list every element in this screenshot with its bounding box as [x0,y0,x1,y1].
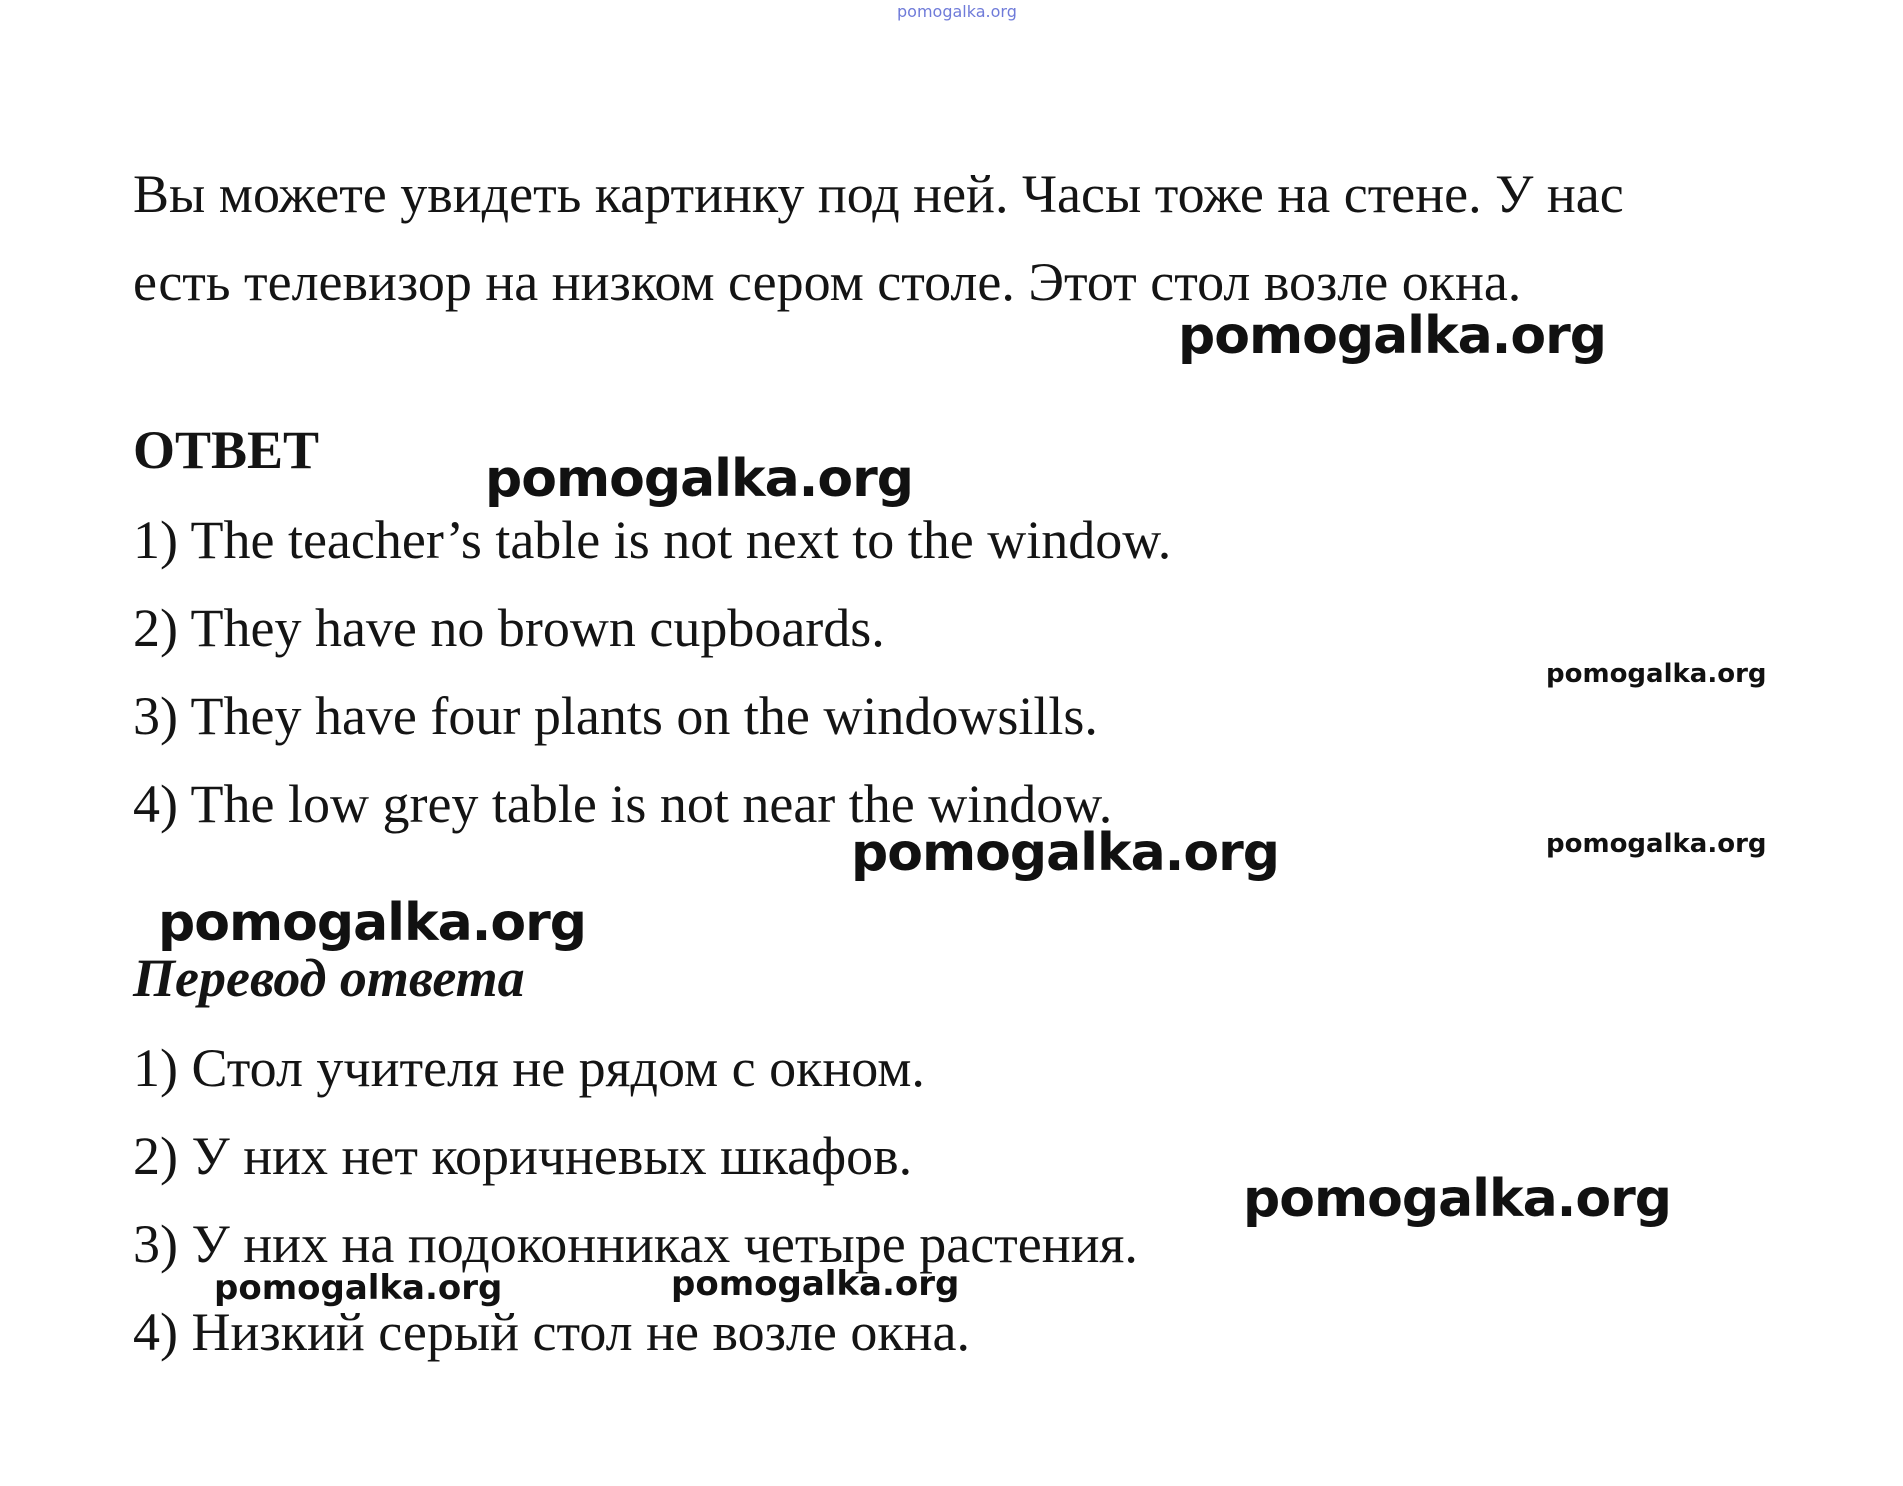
watermark: pomogalka.org [851,823,1280,883]
watermark: pomogalka.org [671,1264,960,1304]
intro-line-1: Вы можете увидеть картинку под ней. Часы тоже на стене. У нас [133,164,1624,224]
top-watermark-link[interactable]: pomogalka.org [897,2,1017,21]
translation-list [133,1024,1138,1376]
watermark: pomogalka.org [158,893,587,953]
answer-list [133,496,1171,848]
answer-item: 3) They have four plants on the windowsills. [133,686,1098,746]
answer-item: 2) They have no brown cupboards. [133,598,885,658]
translation-item: 4) Низкий серый стол не возле окна. [133,1302,970,1362]
translation-item: 1) Стол учителя не рядом с окном. [133,1038,925,1098]
intro-paragraph [133,150,1833,326]
watermark: pomogalka.org [1243,1169,1672,1229]
translation-heading: Перевод ответа [133,948,525,1008]
translation-item: 3) У них на подоконниках четыре растения. [133,1214,1138,1274]
watermark: pomogalka.org [1546,829,1767,859]
answer-item: 1) The teacher’s table is not next to the window. [133,510,1172,570]
watermark: pomogalka.org [485,449,914,509]
watermark: pomogalka.org [1178,306,1607,366]
answer-heading: ОТВЕТ [133,420,320,480]
answer-item: 4) The low grey table is not near the window. [133,774,1113,834]
intro-line-2: есть телевизор на низком сером столе. Этот стол возле окна. [133,252,1522,312]
watermark: pomogalka.org [214,1268,503,1308]
translation-item: 2) У них нет коричневых шкафов. [133,1126,913,1186]
watermark: pomogalka.org [1546,659,1767,689]
